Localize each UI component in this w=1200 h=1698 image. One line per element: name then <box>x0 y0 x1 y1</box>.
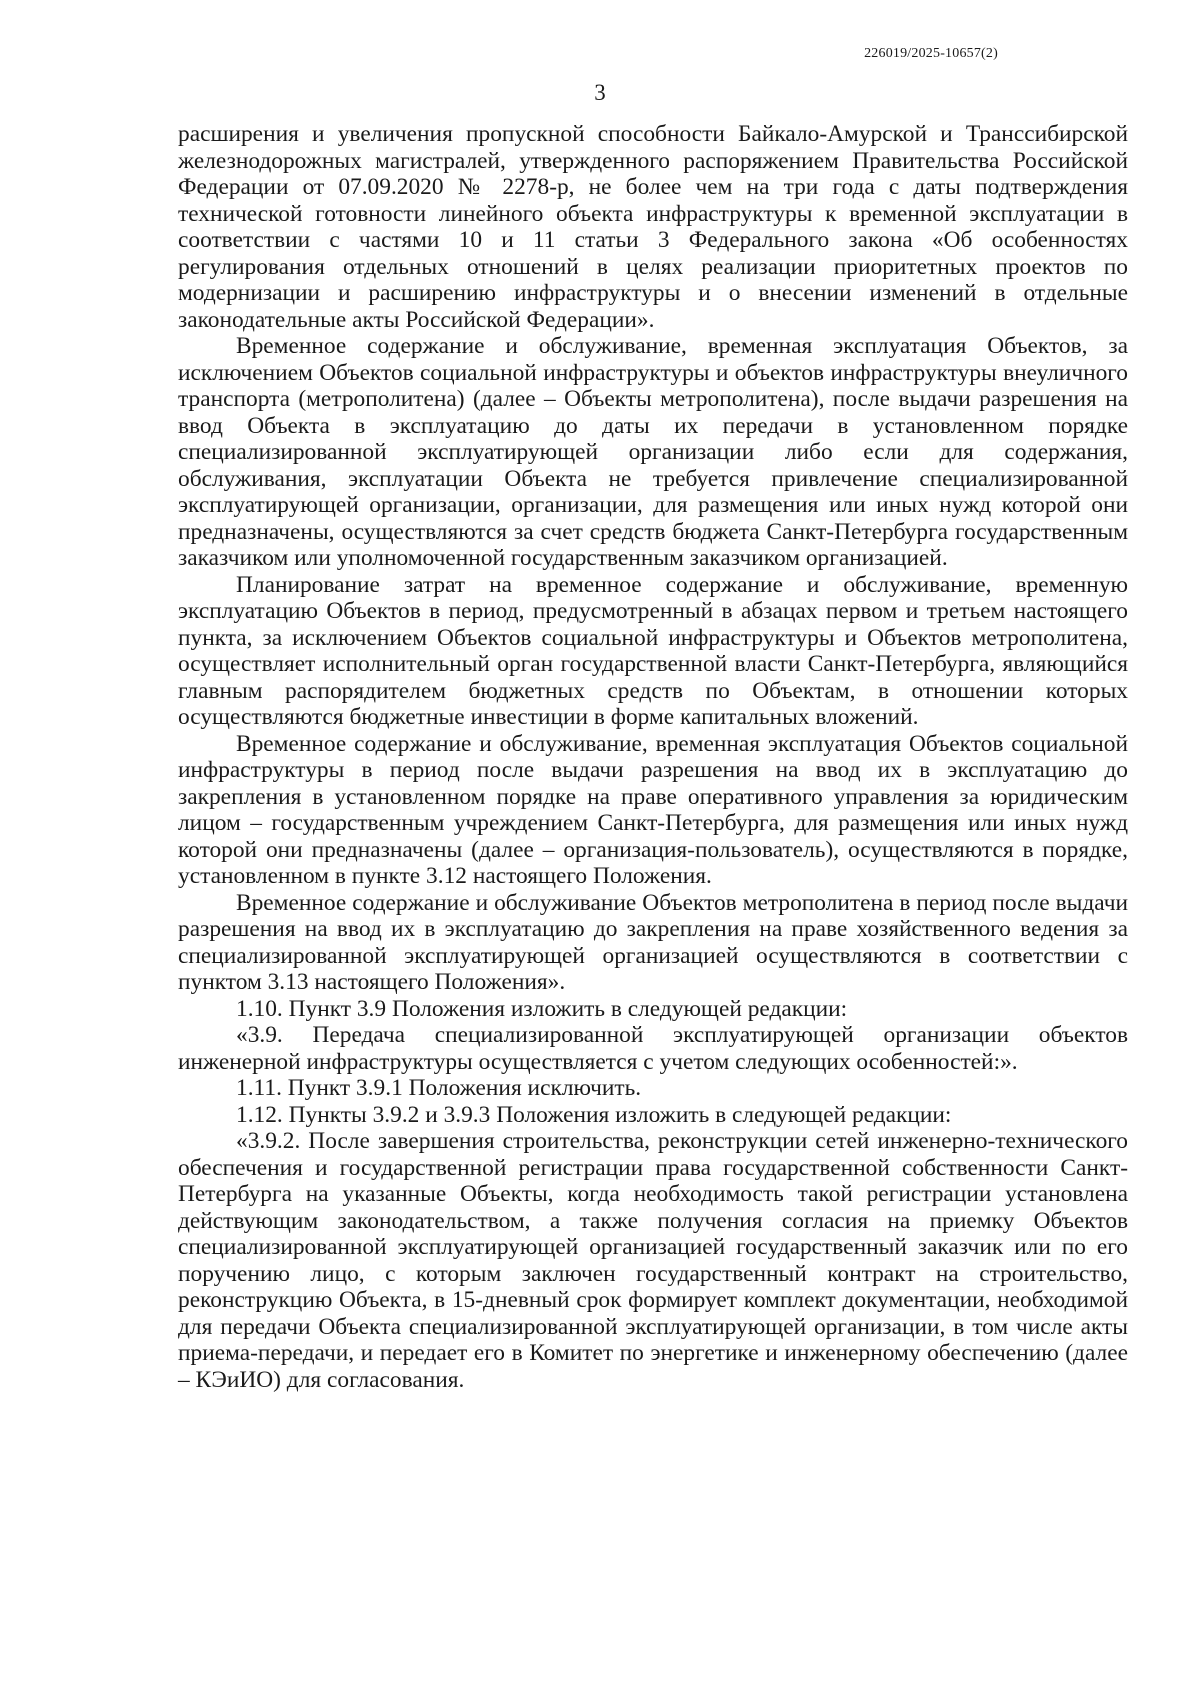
clause-1-10: 1.10. Пункт 3.9 Положения изложить в следующей редакции: <box>236 995 848 1022</box>
clause-3-9-2-text: «3.9.2. После завершения строительства, реконструкции сетей инженерно-технического обеспечения и государственной регистрации права государственной собственности Санкт-Петербурга на указанные Объекты, когда необходимость такой регистрации установлена действующим законодательством, а также получения согласия на приемку Объектов специализированной эксплуатирующей организацией государственный заказчик или по его поручению лицо, с которым заключен государственный контракт на строительство, реконструкцию Объекта, в 15-дневный срок формирует комплект документации, необходимой для передачи Объекта специализированной эксплуатирующей организации, в том числе акты приема-передачи, и передает его в Комитет по энергетике и инженерному обеспечению (далее – КЭиИО) для согласования. <box>178 1128 1128 1393</box>
paragraph-metro-objects: Временное содержание и обслуживание Объектов метрополитена в период после выдачи разрешения на ввод их в эксплуатацию до закрепления на праве хозяйственного ведения за специализированной эксплуатирующей организацией осуществляются в соответствии с пунктом 3.13 настоящего Положения». <box>178 889 1128 995</box>
paragraph-temporary-maintenance: Временное содержание и обслуживание, временная эксплуатация Объектов, за исключением Объектов социальной инфраструктуры и объектов инфраструктуры внеуличного транспорта (метрополитена) (далее – Объекты метрополитена), после выдачи разрешения на ввод Объекта в эксплуатацию до даты их передачи в установленном порядке специализированной эксплуатирующей организации либо если для содержания, обслуживания, эксплуатации Объекта не требуется привлечение специализированной эксплуатирующей организации, организации, для размещения или иных нужд которой они предназначены, осуществляются за счет средств бюджета Санкт-Петербурга государственным заказчиком или уполномоченной государственным заказчиком организацией. <box>178 333 1128 571</box>
document-body <box>178 121 1128 1393</box>
clause-3-9-text: «3.9. Передача специализированной эксплуатирующей организации объектов инженерной инфраструктуры осуществляется с учетом следующих особенностей:». <box>178 1022 1128 1075</box>
document-registration-number: 226019/2025-10657(2) <box>864 46 998 61</box>
paragraph-continuation: расширения и увеличения пропускной способности Байкало-Амурской и Транссибирской железнодорожных магистралей, утвержденного распоряжением Правительства Российской Федерации от 07.09.2020 № 2278-р, не более чем на три года с даты подтверждения технической готовности линейного объекта инфраструктуры к временной эксплуатации в соответствии с частями 10 и 11 статьи 3 Федерального закона «Об особенностях регулирования отдельных отношений в целях реализации приоритетных проектов по модернизации и расширению инфраструктуры и о внесении изменений в отдельные законодательные акты Российской Федерации». <box>178 121 1128 333</box>
paragraph-social-infrastructure: Временное содержание и обслуживание, временная эксплуатация Объектов социальной инфраструктуры в период после выдачи разрешения на ввод их в эксплуатацию до закрепления в установленном порядке на праве оперативного управления за юридическим лицом – государственным учреждением Санкт-Петербурга, для размещения или иных нужд которой они предназначены (далее – организация-пользователь), осуществляются в порядке, установленном в пункте 3.12 настоящего Положения. <box>178 730 1128 889</box>
clause-1-11: 1.11. Пункт 3.9.1 Положения исключить. <box>236 1075 642 1101</box>
paragraph-cost-planning: Планирование затрат на временное содержание и обслуживание, временную эксплуатацию Объектов в период, предусмотренный в абзацах первом и третьем настоящего пункта, за исключением Объектов социальной инфраструктуры и Объектов метрополитена, осуществляет исполнительный орган государственной власти Санкт-Петербурга, являющийся главным распорядителем бюджетных средств по Объектам, в отношении которых осуществляются бюджетные инвестиции в форме капитальных вложений. <box>178 571 1128 730</box>
clause-1-12: 1.12. Пункты 3.9.2 и 3.9.3 Положения изложить в следующей редакции: <box>236 1101 952 1128</box>
page-number: 3 <box>594 80 606 105</box>
